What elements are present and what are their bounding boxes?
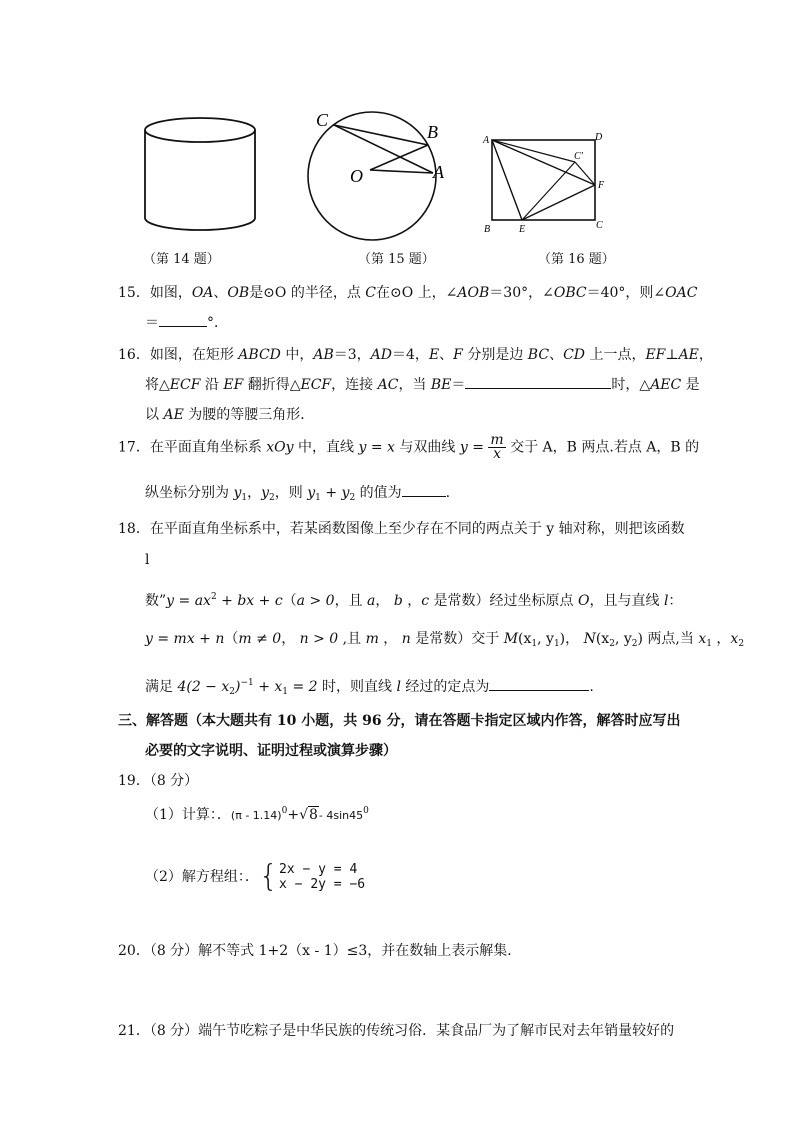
answer-blank-16[interactable] — [465, 374, 611, 389]
question-15-line-1: 15．如图，OA、OB是⊙O 的半径，点 C在⊙O 上，∠AOB＝30°，∠OBC＝40°，则∠OAC — [118, 285, 698, 301]
question-19-part-1: （1）计算：．(π - 1.14)$^0$+√8- $4\sin 45^0$ — [145, 806, 369, 823]
question-16-line-3: 以 AE 为腰的等腰三角形． — [145, 407, 315, 423]
equation-system-brace: { — [258, 859, 279, 894]
point-label-c: C — [596, 220, 603, 231]
answer-blank-15[interactable] — [159, 312, 207, 327]
circle-figure — [300, 100, 460, 250]
question-20: 20．（8 分）解不等式 1+2（x - 1）≤3，并在数轴上表示解集． — [118, 943, 522, 959]
question-17-line-2: 纵坐标分别为 $y_1$，$y_2$，则 $y_1 + y_2$ 的值为 . — [145, 482, 450, 503]
question-21: 21．（8 分）端午节吃粽子是中华民族的传统习俗．某食品厂为了解市民对去年销量较好的 — [118, 1023, 675, 1039]
figure-caption-15: （第 15 题） — [358, 252, 435, 267]
fraction-m-over-x: $\frac{m}{x}$ — [490, 432, 504, 462]
question-16-line-1: 16．如图，在矩形 ABCD 中，AB＝3，AD＝4，E、F 分别是边 BC、CD 上一点，EF⊥AE， — [118, 347, 713, 363]
question-18-line-2: l — [145, 552, 150, 568]
section-3-heading-line-1: 三、解答题（本大题共有 10 小题，共 96 分，请在答题卡指定区域内作答，解答时应写出 — [118, 713, 681, 729]
point-label-e: E — [519, 224, 526, 235]
figure-caption-16: （第 16 题） — [538, 252, 615, 267]
point-label-b: B — [484, 224, 491, 235]
question-18-line-5: 满足 $4(2 - x_2)^{-1} + x_1 = 2$ 时，则直线 l 经过的定点为 . — [145, 678, 594, 697]
point-label-a: A — [483, 135, 490, 146]
figure-caption-14: （第 14 题） — [143, 252, 220, 267]
point-label-f: F — [598, 180, 605, 191]
point-label-c-prime: C' — [574, 151, 583, 162]
point-label-a: A — [433, 162, 444, 182]
question-19-heading: 19．（8 分） — [118, 773, 199, 789]
question-18-line-1: 18．在平面直角坐标系中，若某函数图像上至少存在不同的两点关于 y 轴对称，则把该函数 — [118, 521, 685, 537]
question-18-line-3: 数”y = $ax^2$ + bx + c（a > 0，且 a， b ，c 是常数）经过坐标原点 O，且与直线 l： — [145, 592, 683, 609]
question-17-line-1: 17．在平面直角坐标系 xOy 中，直线 y = x 与双曲线 y = $\frac{m}{x}$ 交于 A，B 两点.若点 A，B 的 — [118, 432, 700, 462]
question-19-part-2: （2）解方程组：．{ 2x − y = 4 x − 2y = −6 — [145, 859, 366, 894]
point-label-o: O — [350, 166, 363, 186]
point-label-b: B — [427, 122, 438, 142]
cylinder-figure — [130, 108, 270, 243]
point-label-d: D — [595, 132, 603, 143]
equation-system: 2x − y = 4 x − 2y = −6 — [279, 862, 366, 892]
question-16-line-2: 将△ECF 沿 EF 翻折得△ECF，连接 AC，当 BE＝ 时，△AEC 是 — [145, 374, 700, 394]
answer-blank-18[interactable] — [489, 676, 589, 691]
section-3-heading-line-2: 必要的文字说明、证明过程或演算步骤） — [145, 743, 397, 759]
rectangle-fold-figure — [480, 128, 615, 238]
answer-blank-17[interactable] — [402, 482, 446, 497]
question-15-line-2: ＝ °． — [145, 312, 228, 332]
point-label-c: C — [316, 110, 329, 130]
question-18-line-4: y = mx + n（m ≠ 0， n > 0 ,且 m ， n 是常数）交于 $M(x_1$, $y_1$)， $N(x_2$, $y_2$) 两点,当 $x_1$ ，$x_2$ — [145, 631, 745, 649]
